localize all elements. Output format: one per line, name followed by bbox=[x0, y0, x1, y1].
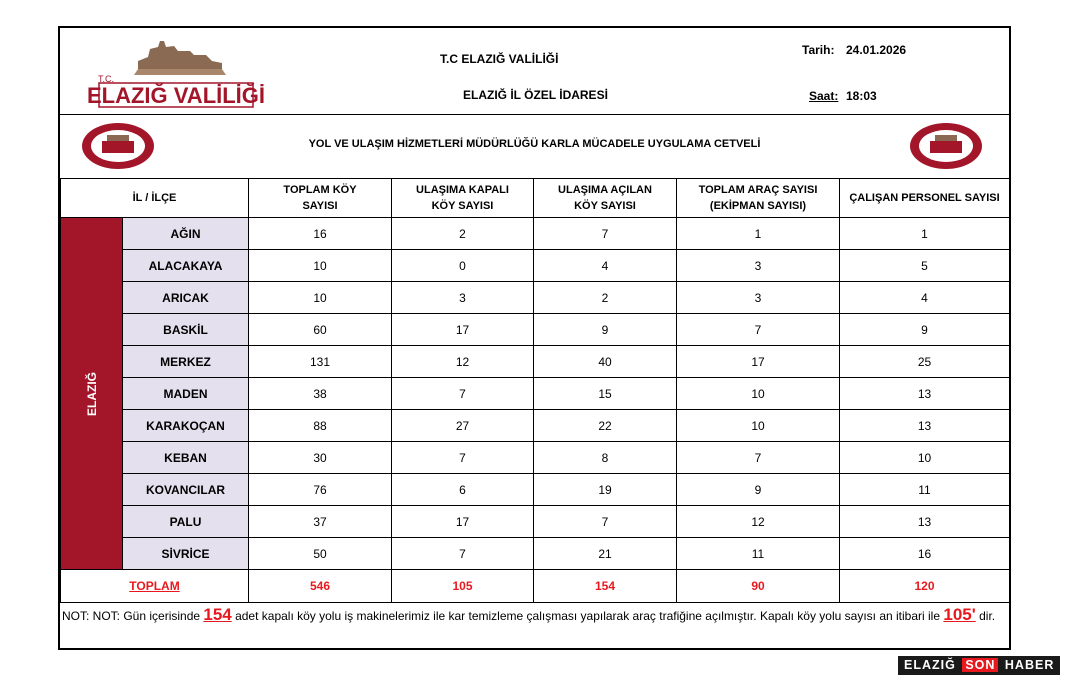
total-villages-value: 10 bbox=[249, 250, 392, 282]
opened-villages-value: 19 bbox=[534, 474, 677, 506]
col-header-closed-villages: ULAŞIMA KAPALI KÖY SAYISI bbox=[392, 179, 534, 218]
col-header-opened-villages: ULAŞIMA AÇILAN KÖY SAYISI bbox=[534, 179, 677, 218]
total-villages-value: 88 bbox=[249, 410, 392, 442]
total-vehicles-value: 9 bbox=[677, 474, 840, 506]
district-name: BASKİL bbox=[123, 314, 249, 346]
total-vehicles-value: 1 bbox=[677, 218, 840, 250]
district-name: MERKEZ bbox=[123, 346, 249, 378]
staff-value: 11 bbox=[840, 474, 1010, 506]
total-vehicles-sum: 90 bbox=[677, 570, 840, 603]
closed-villages-value: 3 bbox=[392, 282, 534, 314]
note-text-start: NOT: NOT: Gün içerisinde bbox=[62, 609, 204, 623]
opened-villages-value: 7 bbox=[534, 506, 677, 538]
report-note bbox=[62, 602, 1002, 629]
col-header-staff: ÇALIŞAN PERSONEL SAYISI bbox=[840, 179, 1010, 218]
province-cell: ELAZIĞ bbox=[61, 218, 123, 570]
table-row bbox=[61, 506, 1010, 538]
header-title-special-administration: ELAZIĞ İL ÖZEL İDARESİ bbox=[463, 88, 608, 102]
report-sheet bbox=[58, 26, 1011, 650]
opened-villages-value: 22 bbox=[534, 410, 677, 442]
table-row bbox=[61, 410, 1010, 442]
note-text-end: dir. bbox=[975, 609, 996, 623]
opened-villages-value: 40 bbox=[534, 346, 677, 378]
total-villages-value: 10 bbox=[249, 282, 392, 314]
closed-villages-value: 7 bbox=[392, 442, 534, 474]
staff-value: 25 bbox=[840, 346, 1010, 378]
table-row bbox=[61, 314, 1010, 346]
report-title-band bbox=[60, 114, 1009, 179]
table-row bbox=[61, 378, 1010, 410]
col-header-district: İL / İLÇE bbox=[61, 179, 249, 218]
il-ozel-idaresi-seal-right bbox=[908, 121, 984, 171]
header-title-governorship: T.C ELAZIĞ VALİLİĞİ bbox=[440, 52, 559, 66]
district-name: AĞIN bbox=[123, 218, 249, 250]
opened-villages-value: 21 bbox=[534, 538, 677, 570]
total-vehicles-value: 10 bbox=[677, 410, 840, 442]
district-name: SİVRİCE bbox=[123, 538, 249, 570]
col-header-total-vehicles: TOPLAM ARAÇ SAYISI (EKİPMAN SAYISI) bbox=[677, 179, 840, 218]
total-label: TOPLAM bbox=[61, 570, 249, 603]
district-name: KARAKOÇAN bbox=[123, 410, 249, 442]
total-villages-value: 76 bbox=[249, 474, 392, 506]
district-name: PALU bbox=[123, 506, 249, 538]
opened-villages-value: 15 bbox=[534, 378, 677, 410]
district-name: MADEN bbox=[123, 378, 249, 410]
total-vehicles-value: 10 bbox=[677, 378, 840, 410]
closed-villages-sum: 105 bbox=[392, 570, 534, 603]
elazig-valiligi-logo bbox=[86, 33, 266, 109]
total-villages-value: 50 bbox=[249, 538, 392, 570]
table-row bbox=[61, 218, 1010, 250]
closed-villages-value: 17 bbox=[392, 506, 534, 538]
closed-villages-value: 17 bbox=[392, 314, 534, 346]
total-vehicles-value: 3 bbox=[677, 282, 840, 314]
staff-value: 16 bbox=[840, 538, 1010, 570]
staff-value: 1 bbox=[840, 218, 1010, 250]
total-vehicles-value: 11 bbox=[677, 538, 840, 570]
date-label: Tarih: bbox=[802, 43, 835, 57]
total-villages-value: 131 bbox=[249, 346, 392, 378]
district-name: KEBAN bbox=[123, 442, 249, 474]
total-vehicles-value: 17 bbox=[677, 346, 840, 378]
closed-villages-value: 0 bbox=[392, 250, 534, 282]
elazig-son-haber-watermark: ELAZIĞ SON HABER bbox=[898, 656, 1060, 675]
closed-villages-value: 12 bbox=[392, 346, 534, 378]
opened-villages-sum: 154 bbox=[534, 570, 677, 603]
note-opened-count: 154 bbox=[203, 605, 232, 624]
time-label: Saat: bbox=[809, 89, 839, 103]
total-villages-value: 38 bbox=[249, 378, 392, 410]
table-row bbox=[61, 474, 1010, 506]
closed-villages-value: 27 bbox=[392, 410, 534, 442]
total-villages-value: 30 bbox=[249, 442, 392, 474]
table-row bbox=[61, 442, 1010, 474]
table-row bbox=[61, 346, 1010, 378]
staff-value: 13 bbox=[840, 410, 1010, 442]
snow-fight-table bbox=[60, 178, 1010, 603]
opened-villages-value: 2 bbox=[534, 282, 677, 314]
total-villages-sum: 546 bbox=[249, 570, 392, 603]
total-villages-value: 37 bbox=[249, 506, 392, 538]
opened-villages-value: 9 bbox=[534, 314, 677, 346]
date-value: 24.01.2026 bbox=[846, 43, 907, 57]
staff-value: 13 bbox=[840, 506, 1010, 538]
time-value: 18:03 bbox=[846, 89, 877, 103]
staff-value: 10 bbox=[840, 442, 1010, 474]
total-row bbox=[61, 570, 1010, 603]
staff-value: 5 bbox=[840, 250, 1010, 282]
opened-villages-value: 4 bbox=[534, 250, 677, 282]
total-vehicles-value: 3 bbox=[677, 250, 840, 282]
col-header-total-villages: TOPLAM KÖY SAYISI bbox=[249, 179, 392, 218]
note-closed-count: 105' bbox=[943, 605, 976, 624]
svg-text:T.C.: T.C. bbox=[98, 74, 115, 84]
total-villages-value: 60 bbox=[249, 314, 392, 346]
total-vehicles-value: 12 bbox=[677, 506, 840, 538]
table-row bbox=[61, 282, 1010, 314]
total-vehicles-value: 7 bbox=[677, 442, 840, 474]
staff-value: 4 bbox=[840, 282, 1010, 314]
district-name: KOVANCILAR bbox=[123, 474, 249, 506]
district-name: ALACAKAYA bbox=[123, 250, 249, 282]
table-row bbox=[61, 538, 1010, 570]
staff-sum: 120 bbox=[840, 570, 1010, 603]
staff-value: 13 bbox=[840, 378, 1010, 410]
closed-villages-value: 7 bbox=[392, 378, 534, 410]
svg-text:ELAZIĞ VALİLİĞİ: ELAZIĞ VALİLİĞİ bbox=[86, 83, 266, 108]
report-header bbox=[60, 28, 1009, 115]
closed-villages-value: 6 bbox=[392, 474, 534, 506]
table-row bbox=[61, 250, 1010, 282]
table-header-row bbox=[61, 179, 1010, 218]
total-vehicles-value: 7 bbox=[677, 314, 840, 346]
opened-villages-value: 8 bbox=[534, 442, 677, 474]
report-title: YOL VE ULAŞIM HİZMETLERİ MÜDÜRLÜĞÜ KARLA MÜCADELE UYGULAMA CETVELİ bbox=[308, 138, 761, 150]
total-villages-value: 16 bbox=[249, 218, 392, 250]
closed-villages-value: 7 bbox=[392, 538, 534, 570]
closed-villages-value: 2 bbox=[392, 218, 534, 250]
staff-value: 9 bbox=[840, 314, 1010, 346]
district-name: ARICAK bbox=[123, 282, 249, 314]
opened-villages-value: 7 bbox=[534, 218, 677, 250]
note-text-middle: adet kapalı köy yolu iş makinelerimiz ile kar temizleme çalışması yapılarak araç trafiğine açılmıştır. Kapalı köy yolu sayısı an itibari ile bbox=[231, 609, 944, 623]
